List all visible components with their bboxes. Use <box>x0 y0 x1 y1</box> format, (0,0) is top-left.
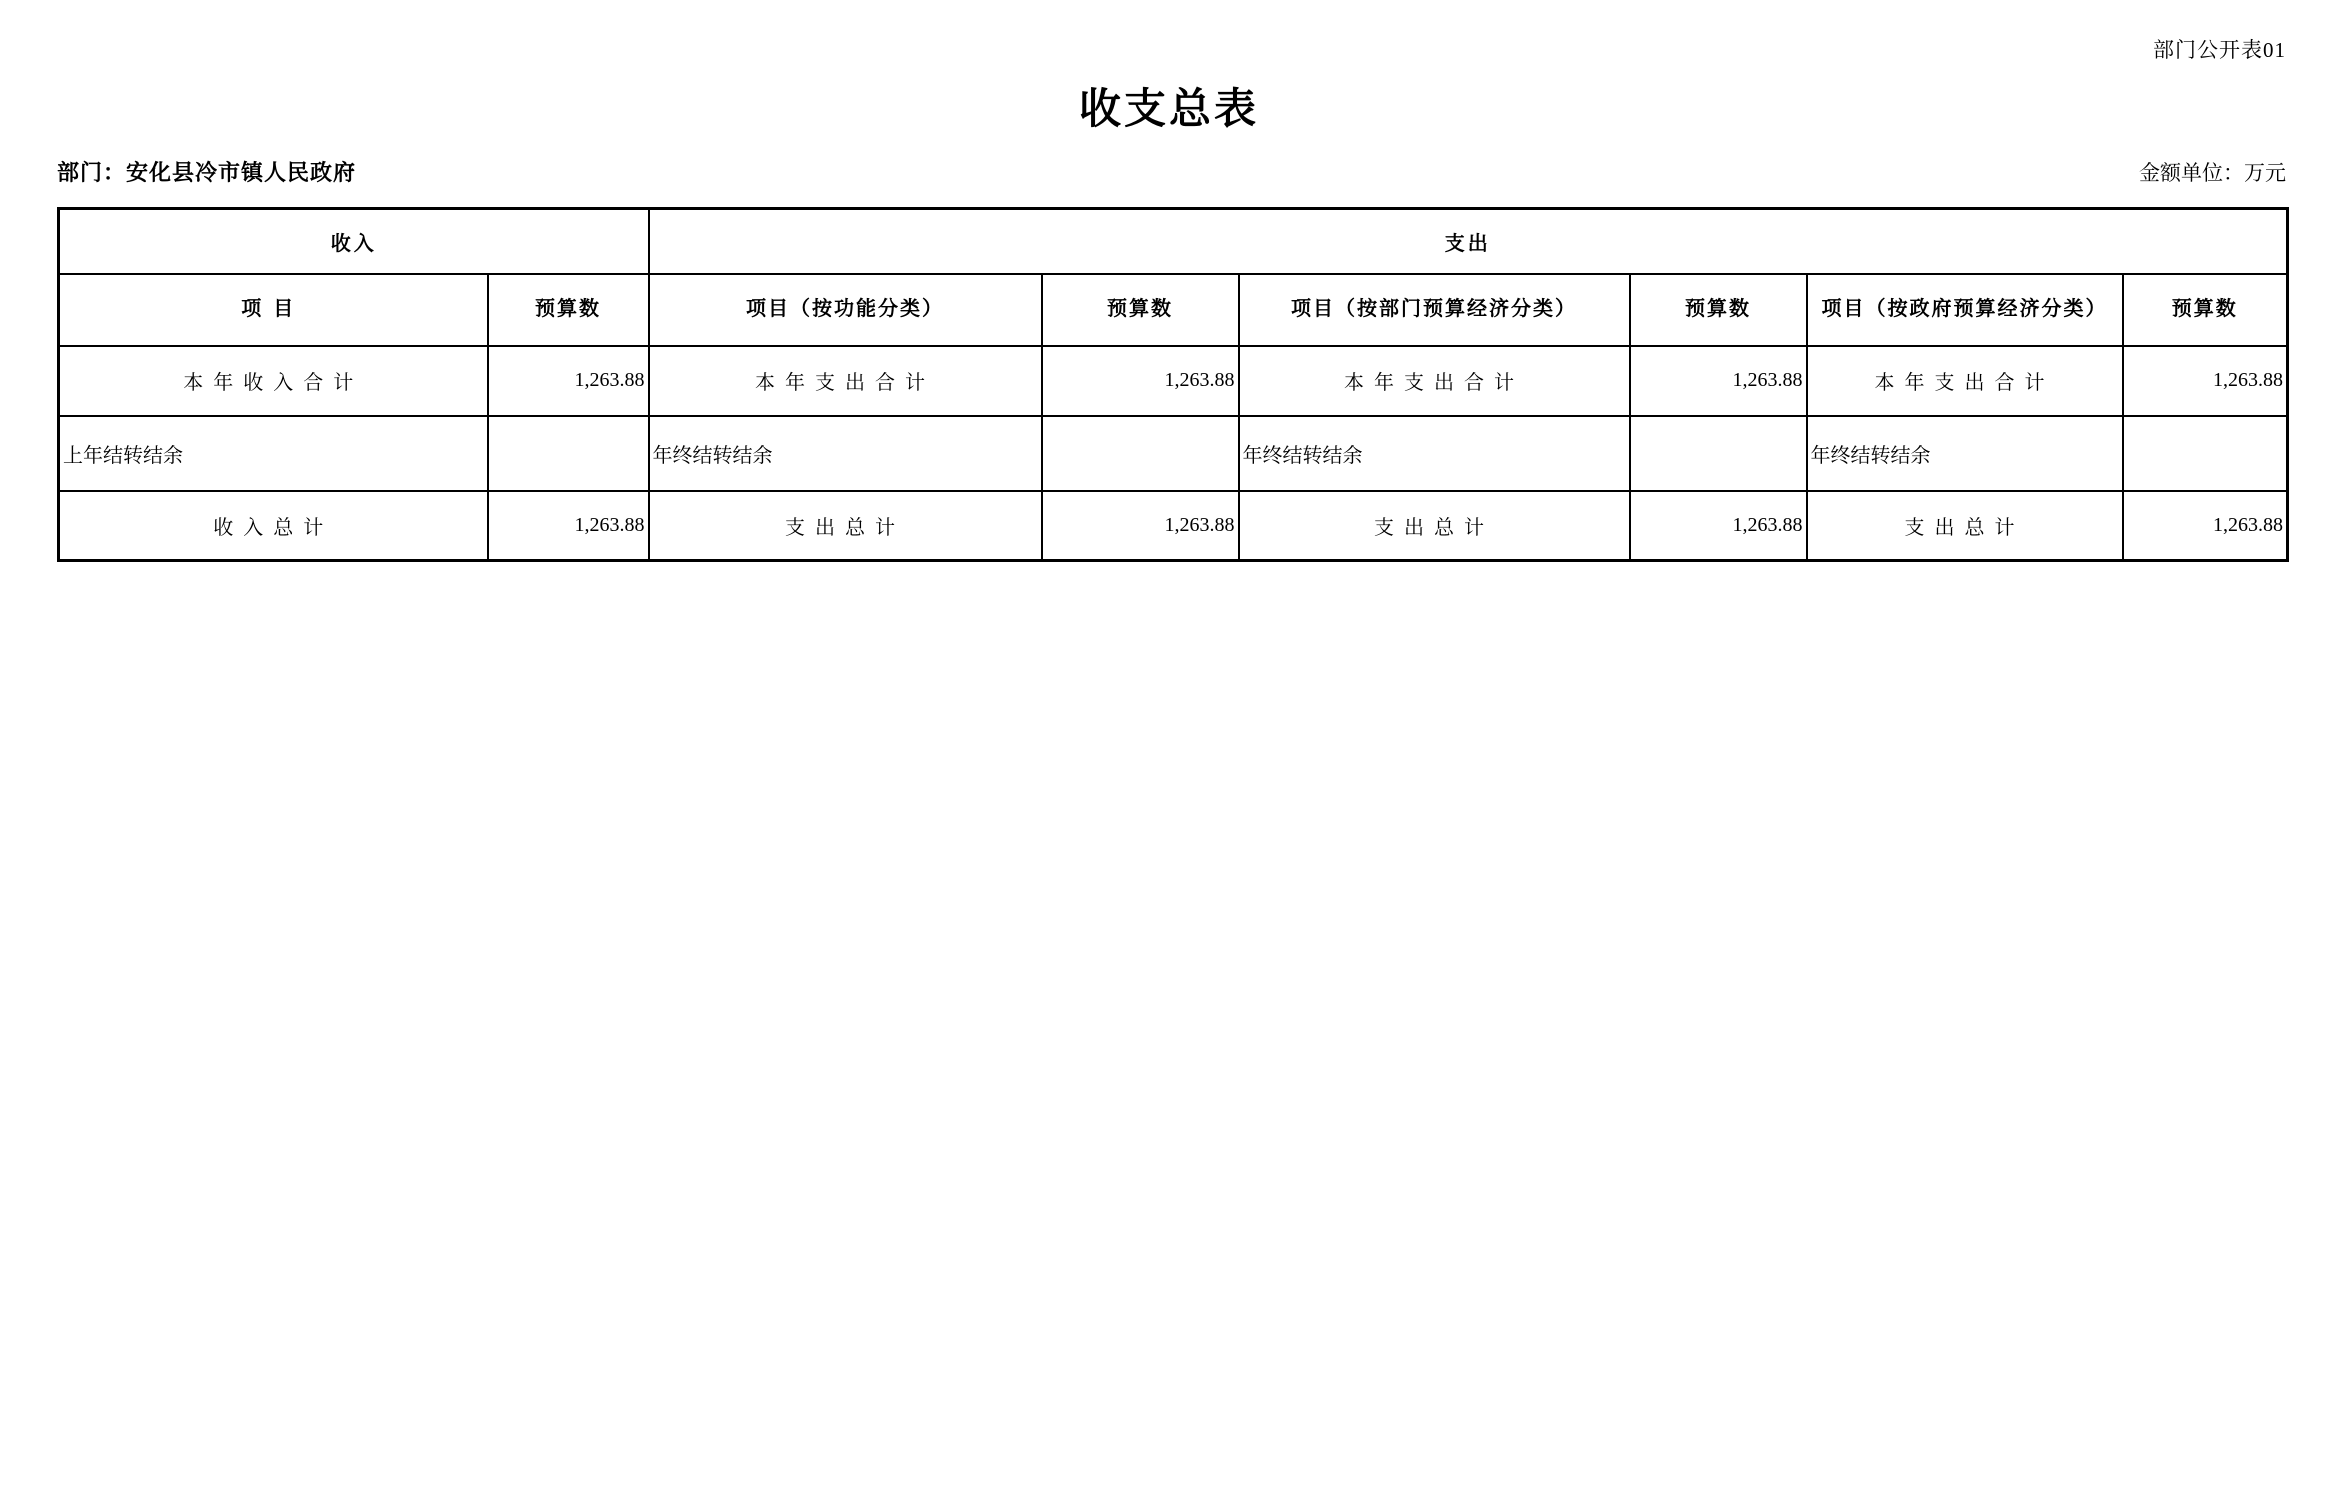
amount-cell: 1,263.88 <box>1042 491 1239 561</box>
amount-cell <box>2123 416 2288 491</box>
group-header-expenditure: 支出 <box>649 209 2288 274</box>
item-cell: 支出总计 <box>649 491 1042 561</box>
column-header-gov-economic-item: 项目（按政府预算经济分类） <box>1807 274 2123 346</box>
amount-cell <box>1042 416 1239 491</box>
sheet-number-label: 部门公开表01 <box>2153 38 2286 62</box>
column-header-functional-item: 项目（按功能分类） <box>649 274 1042 346</box>
department-label: 部门：安化县冷市镇人民政府 <box>57 160 357 185</box>
column-header-gov-economic-budget: 预算数 <box>2123 274 2288 346</box>
item-cell: 收入总计 <box>59 491 488 561</box>
amount-cell: 1,263.88 <box>488 346 649 416</box>
amount-cell <box>488 416 649 491</box>
amount-cell: 1,263.88 <box>488 491 649 561</box>
amount-cell <box>1630 416 1807 491</box>
meta-row <box>57 156 2286 187</box>
amount-cell: 1,263.88 <box>1630 346 1807 416</box>
column-header-dept-economic-budget: 预算数 <box>1630 274 1807 346</box>
amount-cell: 1,263.88 <box>2123 346 2288 416</box>
item-cell: 本年支出合计 <box>1807 346 2123 416</box>
item-cell: 年终结转结余 <box>649 416 1042 491</box>
table-row-grand-total <box>59 491 2288 561</box>
item-cell: 本年收入合计 <box>59 346 488 416</box>
group-header-row <box>59 209 2288 274</box>
unit-label: 金额单位：万元 <box>2139 161 2286 185</box>
column-header-row <box>59 274 2288 346</box>
group-header-income: 收入 <box>59 209 649 274</box>
table-row-current-year-total <box>59 346 2288 416</box>
item-cell: 年终结转结余 <box>1239 416 1630 491</box>
item-cell: 本年支出合计 <box>1239 346 1630 416</box>
amount-cell: 1,263.88 <box>2123 491 2288 561</box>
column-header-income-budget: 预算数 <box>488 274 649 346</box>
item-cell: 本年支出合计 <box>649 346 1042 416</box>
column-header-functional-budget: 预算数 <box>1042 274 1239 346</box>
page-title: 收支总表 <box>1078 87 1259 133</box>
item-cell: 支出总计 <box>1807 491 2123 561</box>
income-expenditure-table <box>57 207 2289 562</box>
column-header-dept-economic-item: 项目（按部门预算经济分类） <box>1239 274 1630 346</box>
amount-cell: 1,263.88 <box>1630 491 1807 561</box>
item-cell: 支出总计 <box>1239 491 1630 561</box>
item-cell: 年终结转结余 <box>1807 416 2123 491</box>
amount-cell: 1,263.88 <box>1042 346 1239 416</box>
item-cell: 上年结转结余 <box>59 416 488 491</box>
table-row-carryover <box>59 416 2288 491</box>
column-header-income-item: 项目 <box>59 274 488 346</box>
